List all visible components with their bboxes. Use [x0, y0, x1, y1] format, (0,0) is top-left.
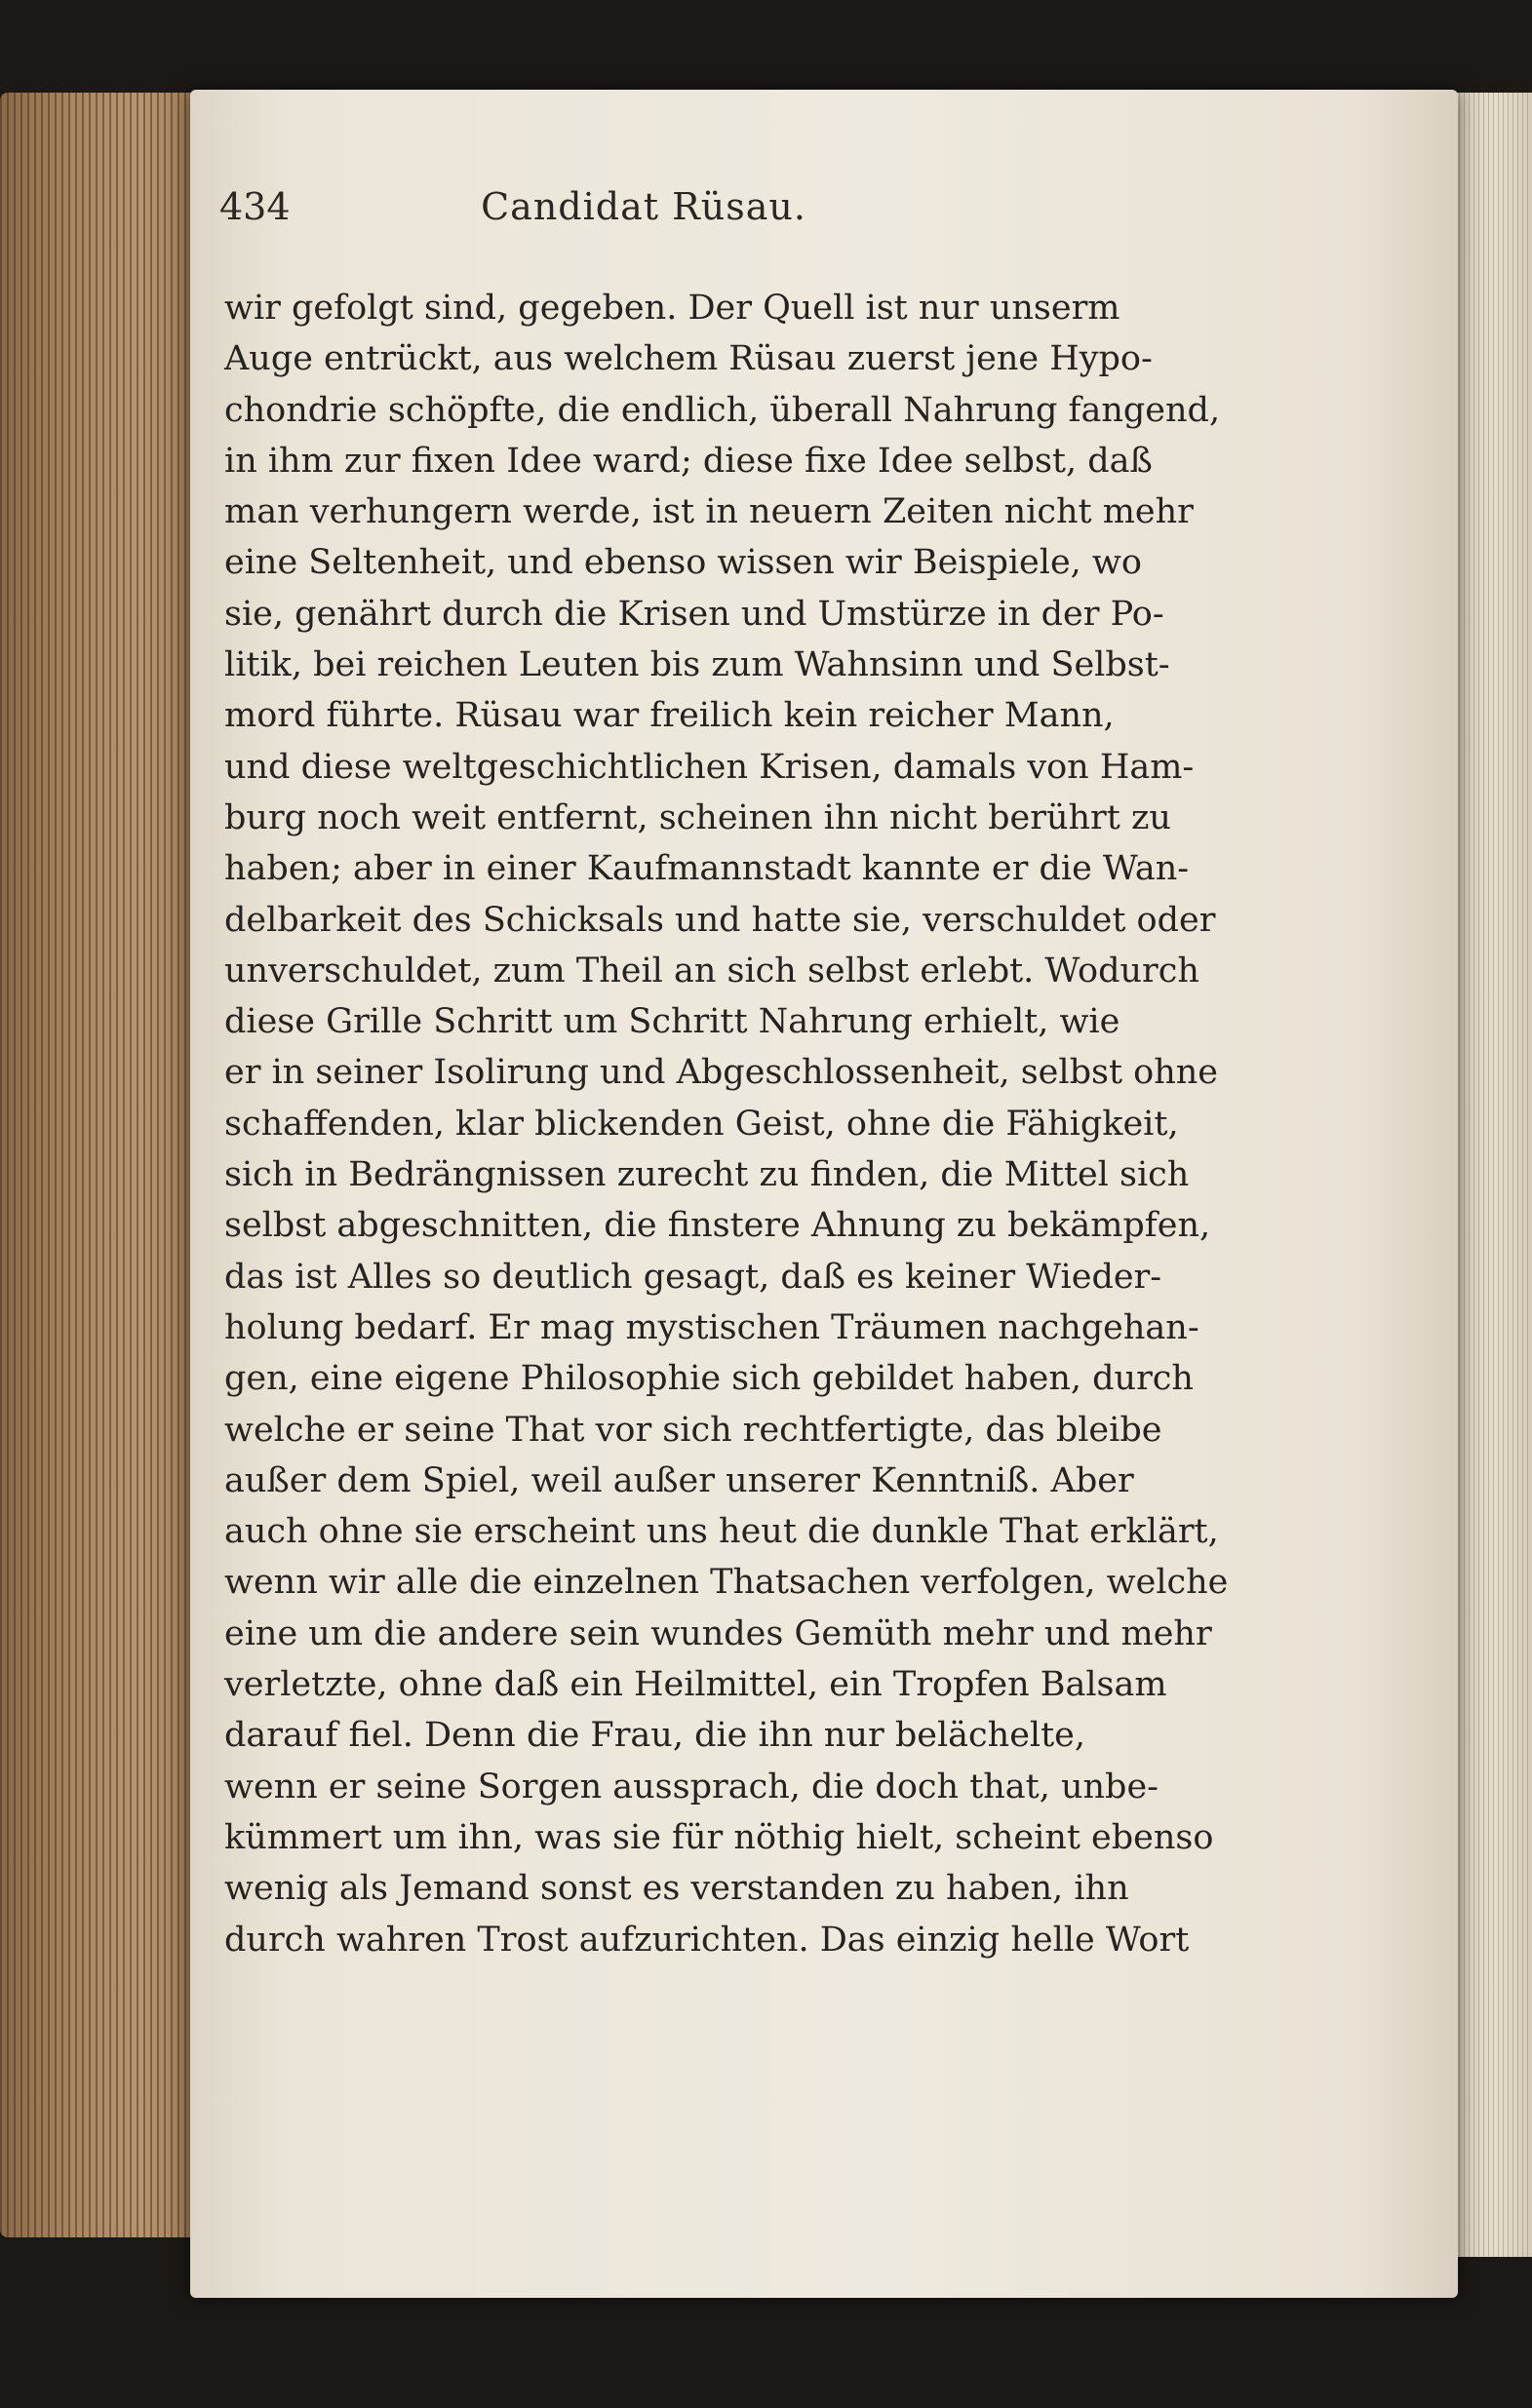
- text-line: wir gefolgt sind, gegeben. Der Quell ist nur unserm: [224, 289, 1120, 328]
- text-line: sie, genährt durch die Krisen und Umstürze in der Po-: [224, 594, 1164, 634]
- text-line: kümmert um ihn, was sie für nöthig hielt, scheint ebenso: [224, 1817, 1214, 1857]
- text-line: darauf fiel. Denn die Frau, die ihn nur belächelte,: [224, 1716, 1085, 1756]
- page-header: [219, 185, 1068, 253]
- text-line: burg noch weit entfernt, scheinen ihn nicht berührt zu: [224, 797, 1171, 837]
- text-line: delbarkeit des Schicksals und hatte sie, verschuldet oder: [224, 900, 1216, 940]
- text-line: chondrie schöpfte, die endlich, überall Nahrung fangend,: [224, 390, 1221, 430]
- book-page-edges-left: [0, 93, 200, 2237]
- text-line: wenn wir alle die einzelnen Thatsachen verfolgen, welche: [224, 1563, 1229, 1603]
- text-line: wenig als Jemand sonst es verstanden zu haben, ihn: [224, 1869, 1129, 1909]
- text-line: mord führte. Rüsau war freilich kein reicher Mann,: [224, 696, 1115, 736]
- text-line: litik, bei reichen Leuten bis zum Wahnsinn und Selbst-: [224, 645, 1170, 685]
- text-line: welche er seine That vor sich rechtfertigte, das bleibe: [224, 1410, 1162, 1450]
- text-line: außer dem Spiel, weil außer unserer Kenntniß. Aber: [224, 1460, 1134, 1500]
- text-line: Auge entrückt, aus welchem Rüsau zuerst jene Hypo-: [224, 339, 1153, 379]
- body-text: [224, 283, 1229, 1965]
- text-line: holung bedarf. Er mag mystischen Träumen nachgehan-: [224, 1307, 1199, 1347]
- running-title: Candidat Rüsau.: [481, 185, 806, 228]
- text-line: haben; aber in einer Kaufmannstadt kannte er die Wan-: [224, 849, 1190, 889]
- text-line: er in seiner Isolirung und Abgeschlossenheit, selbst ohne: [224, 1053, 1219, 1093]
- text-line: das ist Alles so deutlich gesagt, daß es keiner Wieder-: [224, 1257, 1162, 1297]
- text-line: schaffenden, klar blickenden Geist, ohne die Fähigkeit,: [224, 1104, 1179, 1144]
- page-number: 434: [219, 185, 291, 228]
- text-line: unverschuldet, zum Theil an sich selbst erlebt. Wodurch: [224, 951, 1199, 990]
- text-line: selbst abgeschnitten, die finstere Ahnung zu bekämpfen,: [224, 1206, 1211, 1246]
- text-line: in ihm zur fixen Idee ward; diese fixe Idee selbst, daß: [224, 441, 1153, 481]
- text-line: durch wahren Trost aufzurichten. Das einzig helle Wort: [224, 1920, 1190, 1960]
- text-line: eine Seltenheit, und ebenso wissen wir Beispiele, wo: [224, 543, 1142, 583]
- text-line: und diese weltgeschichtlichen Krisen, damals von Ham-: [224, 747, 1195, 787]
- text-line: eine um die andere sein wundes Gemüth mehr und mehr: [224, 1613, 1212, 1653]
- text-line: wenn er seine Sorgen aussprach, die doch that, unbe-: [224, 1767, 1159, 1806]
- text-line: verletzte, ohne daß ein Heilmittel, ein Tropfen Balsam: [224, 1665, 1167, 1705]
- text-line: sich in Bedrängnissen zurecht zu finden, die Mittel sich: [224, 1155, 1190, 1195]
- text-line: man verhungern werde, ist in neuern Zeiten nicht mehr: [224, 492, 1194, 532]
- text-line: auch ohne sie erscheint uns heut die dunkle That erklärt,: [224, 1512, 1219, 1552]
- text-line: gen, eine eigene Philosophie sich gebildet haben, durch: [224, 1359, 1194, 1399]
- text-line: diese Grille Schritt um Schritt Nahrung erhielt, wie: [224, 1002, 1120, 1042]
